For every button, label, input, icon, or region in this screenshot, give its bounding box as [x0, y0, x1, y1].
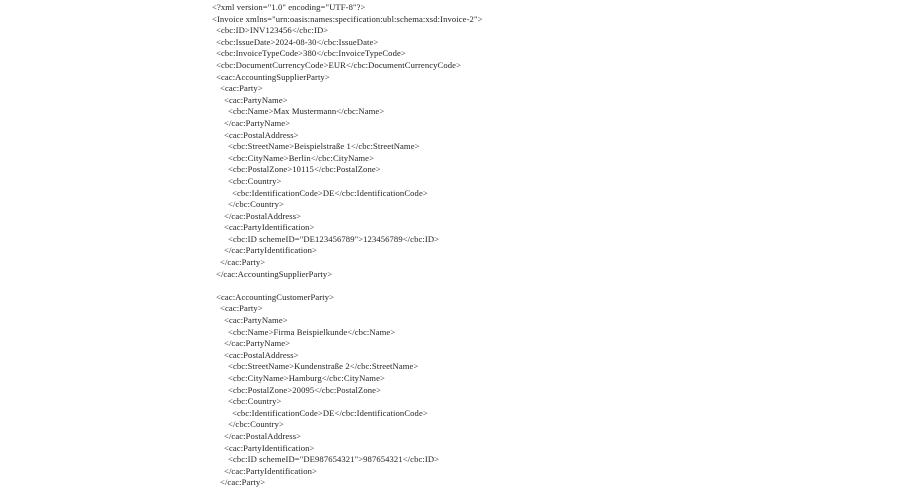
xml-line: <cbc:IssueDate>2024-08-30</cbc:IssueDate> — [216, 36, 379, 47]
xml-line: <cbc:CityName>Hamburg</cbc:CityName> — [228, 373, 385, 383]
xml-line: <cac:PartyName> — [224, 315, 288, 326]
xml-line: </cac:PostalAddress> — [224, 430, 302, 441]
xml-line: <cac:PostalAddress> — [224, 129, 299, 140]
xml-line: <cbc:Name>Firma Beispielkunde</cbc:Name> — [228, 326, 396, 337]
xml-line: </cbc:Country> — [228, 419, 284, 430]
xml-line: <?xml version="1.0" encoding="UTF-8"?> — [212, 2, 366, 12]
xml-line: <cbc:ID schemeID="DE123456789">123456789</cbc:ID> — [228, 233, 440, 244]
xml-line: <cbc:IdentificationCode>DE</cbc:IdentificationCode> — [232, 407, 428, 418]
xml-line: <cac:Party> — [220, 83, 263, 94]
xml-line: <cbc:Name>Max Mustermann</cbc:Name> — [228, 106, 385, 117]
xml-line: </cbc:Country> — [228, 199, 284, 210]
xml-line: <Invoice xmlns="urn:oasis:names:specification:ubl:schema:xsd:Invoice-2"> — [212, 13, 483, 24]
xml-line: <cbc:StreetName>Kundenstraße 2</cbc:StreetName> — [228, 361, 419, 372]
xml-line: <cbc:ID>INV123456</cbc:ID> — [216, 25, 329, 36]
xml-code-block — [212, 2, 772, 489]
xml-line: <cbc:Country> — [228, 396, 282, 407]
xml-line: <cac:AccountingSupplierParty> — [216, 71, 330, 82]
xml-line: <cbc:PostalZone>10115</cbc:PostalZone> — [228, 164, 381, 175]
xml-line: </cac:Party> — [220, 257, 266, 268]
xml-line: <cac:PartyIdentification> — [224, 442, 315, 453]
xml-line: <cac:AccountingCustomerParty> — [216, 291, 335, 302]
xml-line: <cac:PostalAddress> — [224, 349, 299, 360]
xml-line: </cac:PartyIdentification> — [224, 465, 317, 476]
xml-line: <cac:PartyIdentification> — [224, 222, 315, 233]
xml-line: <cac:PartyName> — [224, 94, 288, 105]
xml-line: </cac:PartyIdentification> — [224, 245, 317, 256]
xml-line: <cbc:StreetName>Beispielstraße 1</cbc:StreetName> — [228, 141, 420, 152]
xml-line: <cbc:IdentificationCode>DE</cbc:IdentificationCode> — [232, 187, 428, 198]
xml-line: <cac:Party> — [220, 303, 263, 314]
xml-line: </cac:PartyName> — [224, 338, 291, 349]
xml-line: </cac:PostalAddress> — [224, 210, 302, 221]
blank-line — [212, 280, 772, 292]
xml-line: <cbc:DocumentCurrencyCode>EUR</cbc:DocumentCurrencyCode> — [216, 59, 462, 70]
xml-line: <cbc:ID schemeID="DE987654321">987654321</cbc:ID> — [228, 454, 440, 465]
xml-line: <cbc:CityName>Berlin</cbc:CityName> — [228, 152, 375, 163]
xml-line: </cac:AccountingSupplierParty> — [216, 268, 333, 279]
xml-line: <cbc:PostalZone>20095</cbc:PostalZone> — [228, 384, 382, 395]
xml-line: <cbc:Country> — [228, 175, 282, 186]
xml-line: </cac:PartyName> — [224, 117, 291, 128]
xml-line: <cbc:InvoiceTypeCode>380</cbc:InvoiceTypeCode> — [216, 48, 406, 59]
xml-line: </cac:Party> — [220, 477, 266, 488]
